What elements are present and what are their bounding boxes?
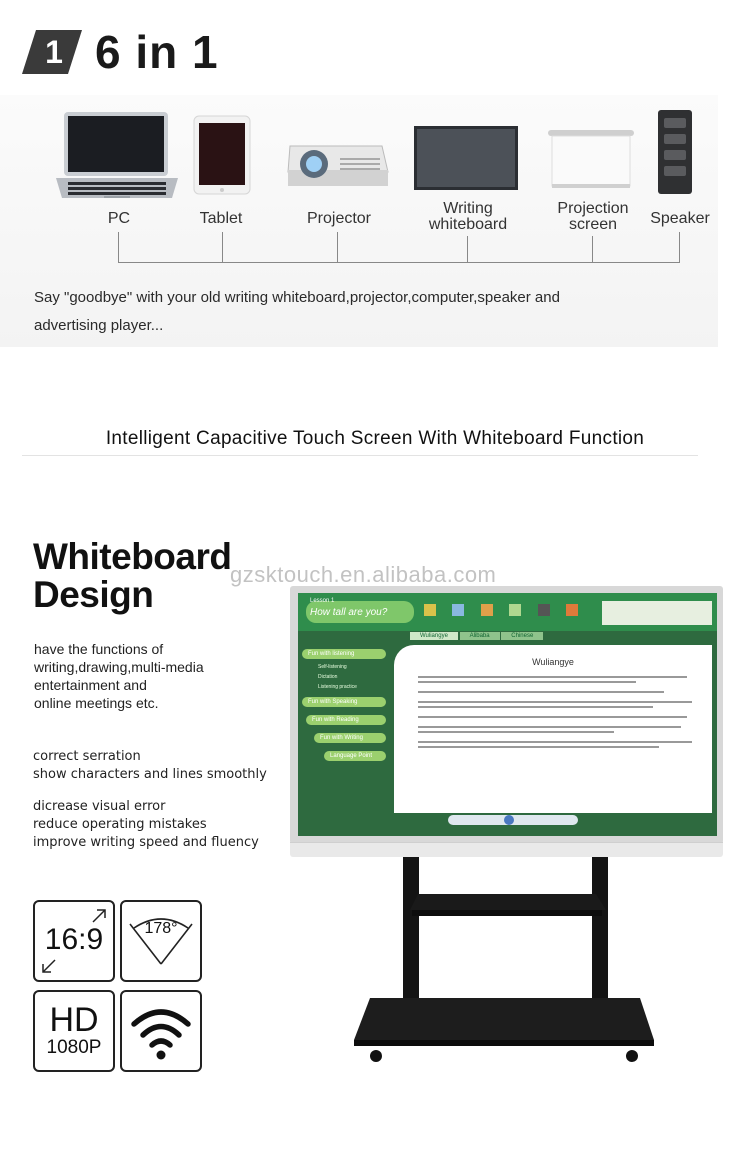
whiteboard-design-title bbox=[33, 538, 231, 614]
aspect-ratio-feature bbox=[33, 900, 115, 982]
viewing-angle-feature bbox=[120, 900, 202, 982]
tab-wuliangye[interactable]: Wuliangye bbox=[410, 632, 458, 640]
speaker-icon bbox=[658, 110, 692, 194]
serration-text bbox=[33, 748, 267, 784]
viewing-angle-icon bbox=[122, 902, 200, 980]
six-in-one-description-line2: advertising player... bbox=[34, 317, 164, 334]
error-line: reduce operating mistakes bbox=[33, 817, 207, 832]
whiteboard-icon bbox=[414, 126, 518, 190]
error-text bbox=[33, 798, 259, 852]
hd-label: HD bbox=[49, 1001, 99, 1039]
divider bbox=[22, 455, 698, 456]
device-label-speaker: Speaker bbox=[650, 210, 710, 227]
menu-item[interactable]: Self-listening bbox=[318, 664, 347, 670]
connector-line bbox=[467, 236, 468, 262]
connector-baseline bbox=[118, 262, 680, 263]
section-number: 1 bbox=[45, 34, 63, 70]
six-in-one-description-line1: Say "goodbye" with your old writing whiteboard,projector,computer,speaker and bbox=[34, 289, 560, 306]
functions-line: writing,drawing,multi-media bbox=[34, 659, 204, 675]
device-label-pc: PC bbox=[107, 210, 131, 227]
resolution-label: 1080P bbox=[46, 1037, 102, 1058]
projection-screen-icon bbox=[548, 130, 634, 190]
connector-line bbox=[337, 232, 338, 262]
serration-line: show characters and lines smoothly bbox=[33, 767, 267, 782]
doc-tabs[interactable] bbox=[410, 633, 543, 643]
title-line-2: Design bbox=[33, 574, 154, 615]
lesson-question: How tall are you? bbox=[310, 607, 388, 618]
functions-text bbox=[34, 640, 204, 712]
tablet-icon bbox=[193, 115, 251, 195]
menu-item[interactable]: Fun with listening bbox=[302, 649, 386, 659]
right-tool-panel[interactable] bbox=[602, 601, 712, 625]
laptop-icon bbox=[56, 110, 178, 202]
title-line-1: Whiteboard bbox=[33, 536, 232, 577]
device-label-projector: Projector bbox=[306, 210, 372, 227]
connector-line bbox=[679, 232, 680, 262]
menu-item[interactable]: Fun with Writing bbox=[314, 733, 386, 743]
projector-icon bbox=[286, 132, 390, 190]
lesson-menu bbox=[300, 649, 386, 829]
functions-line: online meetings etc. bbox=[34, 695, 159, 711]
menu-item[interactable]: Language Point bbox=[324, 751, 386, 761]
menu-item[interactable]: Fun with Speaking bbox=[302, 697, 386, 707]
play-button[interactable] bbox=[504, 815, 514, 825]
mobile-stand bbox=[340, 846, 660, 1066]
viewing-angle-label: 178° bbox=[144, 920, 178, 937]
connector-line bbox=[592, 236, 593, 262]
functions-line: have the functions of bbox=[34, 641, 164, 657]
section-heading: Intelligent Capacitive Touch Screen With Whiteboard Function bbox=[105, 428, 645, 449]
aspect-ratio-label: 16:9 bbox=[44, 923, 104, 956]
hd-feature bbox=[33, 990, 115, 1072]
document-pane bbox=[394, 645, 712, 813]
watermark: gzsktouch.en.alibaba.com bbox=[230, 562, 497, 587]
device-label-writing-whiteboard: Writing whiteboard bbox=[428, 200, 508, 233]
device-label-projection-screen: Projection screen bbox=[557, 200, 629, 233]
board-bottom-bezel bbox=[290, 842, 723, 857]
menu-item[interactable]: Dictation bbox=[318, 674, 338, 680]
tab-alibaba[interactable]: Alibaba bbox=[460, 632, 500, 640]
wifi-feature bbox=[120, 990, 202, 1072]
connector-line bbox=[118, 232, 119, 262]
document-body bbox=[418, 673, 698, 751]
document-title: Wuliangye bbox=[532, 657, 574, 667]
menu-item[interactable]: Listening practice bbox=[318, 684, 357, 690]
screen-toolbar[interactable] bbox=[424, 603, 584, 621]
connector-line bbox=[222, 232, 223, 262]
section-title: 6 in 1 bbox=[95, 26, 219, 78]
menu-item[interactable]: Fun with Reading bbox=[306, 715, 386, 725]
wifi-icon bbox=[122, 992, 200, 1070]
device-label-tablet: Tablet bbox=[199, 210, 243, 227]
lesson-label: Lesson 1 bbox=[310, 598, 335, 604]
error-line: dicrease visual error bbox=[33, 799, 166, 814]
board-screen bbox=[298, 593, 717, 836]
tab-chinese[interactable]: Chinese bbox=[501, 632, 543, 640]
error-line: improve writing speed and fluency bbox=[33, 835, 259, 850]
functions-line: entertainment and bbox=[34, 677, 147, 693]
media-control-bar[interactable] bbox=[448, 815, 578, 825]
serration-line: correct serration bbox=[33, 749, 141, 764]
